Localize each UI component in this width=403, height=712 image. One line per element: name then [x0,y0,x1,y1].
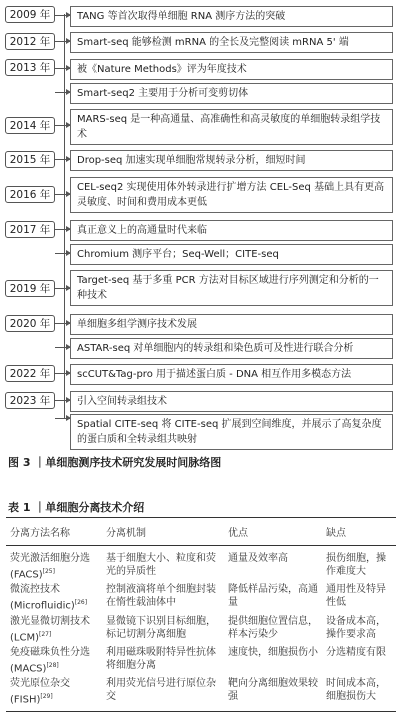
disadvantages: 通用性及特异性低 [326,584,386,609]
separation-techniques-table [6,517,396,712]
timeline-event: Smart-seq 能够检测 mRNA 的全长及完整阅读 mRNA 5' 端 [70,32,393,53]
column-header: 分离方法名称 [6,518,102,546]
timeline-event: MARS-seq 是一种高通量、高准确性和高灵敏度的单细胞转录组学技术 [70,109,393,145]
advantages: 通量及效率高 [228,553,288,564]
year-box: 2022 年 [5,365,55,382]
table-row [6,645,396,676]
year-box: 2020 年 [5,315,55,332]
timeline-event: 被《Nature Methods》评为年度技术 [70,59,393,80]
timeline-event: scCUT&Tag-pro 用于描述蛋白质 - DNA 相互作用多模态方法 [70,364,393,385]
timeline-event: CEL-seq2 实现使用体外转录进行扩增方法 CEL-Seq 基础上具有更高灵敏度、时间和费用成本更低 [70,177,393,213]
year-box: 2023 年 [5,392,55,409]
mechanism: 利用荧光信号进行原位杂交 [102,676,224,711]
mechanism: 显微镜下识别目标细胞，标记切割分离细胞 [106,615,216,640]
timeline-event: Spatial CITE-seq 将 CITE-seq 扩展到空间维度，并展示了高复杂度的蛋白质和全转录组共映射 [70,414,393,450]
method-name: 微流控技术(Microfluidic)[26] [10,584,88,612]
table-title: 表 1 ｜单细胞分离技术介绍 [8,501,145,514]
year-box: 2013 年 [5,59,55,76]
timeline-event: Drop-seq 加速实现单细胞常规转录分析，细短时间 [70,150,393,171]
disadvantages: 时间成本高，细胞损伤大 [322,676,396,711]
year-box: 2017 年 [5,221,55,238]
advantages: 降低样品污染，高通量 [228,584,318,609]
method-name: 免疫磁珠负性分选(MACS)[28] [10,646,90,675]
table-row [6,676,396,711]
timeline-event: Target-seq 基于多重 PCR 方法对目标区域进行序列测定和分析的一种技术 [70,270,393,306]
timeline-event: ASTAR-seq 对单细胞内的转录组和染色质可及性进行联合分析 [70,338,393,359]
year-box: 2019 年 [5,280,55,297]
table-row [6,614,396,645]
column-header: 分离机制 [102,518,224,546]
year-box: 2009 年 [5,6,55,23]
advantages: 靶向分离细胞效果较强 [224,676,322,711]
mechanism: 基于细胞大小、粒度和荧光的异质性 [106,553,216,577]
figure-caption: 图 3 ｜单细胞测序技术研究发展时间脉络图 [8,456,222,469]
year-box: 2015 年 [5,151,55,168]
mechanism: 控制液滴将单个细胞封装在惰性载油体中 [106,584,216,609]
advantages: 速度快，细胞损伤小 [228,646,318,658]
mechanism: 利用磁珠吸附特异性抗体将细胞分离 [106,646,216,671]
advantages: 提供细胞位置信息，样本污染少 [228,615,318,640]
disadvantages: 分选精度有限 [326,646,386,658]
column-header: 缺点 [322,518,396,546]
timeline-event: Smart-seq2 主要用于分析可变剪切体 [70,83,393,104]
timeline-event: 单细胞多组学测序技术发展 [70,314,393,335]
table-header-row [6,518,396,546]
method-name: 荧光激活细胞分选(FACS)[25] [10,553,90,581]
disadvantages: 设备成本高，操作要求高 [326,615,386,640]
method-name: 荧光原位杂交(FISH)[29] [6,676,102,711]
year-box: 2014 年 [5,117,55,134]
year-box: 2012 年 [5,33,55,50]
timeline-event: TANG 等首次取得单细胞 RNA 测序方法的突破 [70,6,393,27]
timeline-event: 真正意义上的高通量时代来临 [70,220,393,241]
column-header: 优点 [224,518,322,546]
year-box: 2016 年 [5,186,55,203]
timeline-event: Chromium 测序平台；Seq-Well；CITE-seq [70,244,393,265]
table-row [6,546,396,583]
timeline-event: 引入空间转录组技术 [70,391,393,412]
table-row [6,582,396,613]
disadvantages: 损伤细胞，操作难度大 [326,553,386,577]
method-name: 激光显微切割技术(LCM)[27] [10,615,90,643]
timeline-spine [64,14,65,419]
